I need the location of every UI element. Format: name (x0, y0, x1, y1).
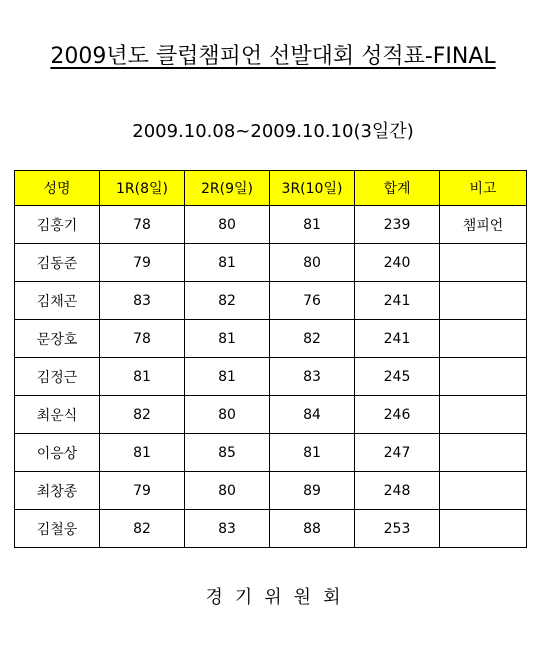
remarks (440, 320, 527, 358)
table-header-row (15, 171, 527, 206)
round-2-score: 85 (185, 434, 270, 472)
round-3-score: 89 (270, 472, 355, 510)
total-score: 253 (355, 510, 440, 548)
page-title (0, 44, 546, 70)
player-name: 최창종 (15, 472, 100, 510)
round-3-score: 80 (270, 244, 355, 282)
remarks (440, 282, 527, 320)
round-1-score: 81 (100, 358, 185, 396)
table-row (15, 434, 527, 472)
score-table (14, 170, 527, 548)
player-name: 문장호 (15, 320, 100, 358)
committee-signature: 경기위원회 (205, 587, 353, 608)
total-score: 246 (355, 396, 440, 434)
round-1-score: 78 (100, 320, 185, 358)
total-score: 241 (355, 282, 440, 320)
total-score: 239 (355, 206, 440, 244)
page-title-text: 2009년도 클럽챔피언 선발대회 성적표-FINAL (50, 44, 496, 69)
remarks (440, 244, 527, 282)
total-score: 240 (355, 244, 440, 282)
player-name: 김정근 (15, 358, 100, 396)
tournament-period: 2009.10.08~2009.10.10(3일간) (132, 121, 414, 142)
round-3-score: 84 (270, 396, 355, 434)
round-2-score: 80 (185, 396, 270, 434)
remarks: 챔피언 (440, 206, 527, 244)
round-3-score: 76 (270, 282, 355, 320)
round-1-score: 79 (100, 244, 185, 282)
remarks (440, 472, 527, 510)
table-row (15, 510, 527, 548)
header-remarks: 비고 (440, 171, 527, 206)
total-score: 247 (355, 434, 440, 472)
table-row (15, 244, 527, 282)
player-name: 이응상 (15, 434, 100, 472)
player-name: 김홍기 (15, 206, 100, 244)
round-2-score: 83 (185, 510, 270, 548)
round-1-score: 78 (100, 206, 185, 244)
player-name: 김동준 (15, 244, 100, 282)
header-name: 성명 (15, 171, 100, 206)
remarks (440, 396, 527, 434)
table-row (15, 396, 527, 434)
header-round-2: 2R(9일) (185, 171, 270, 206)
table-row (15, 206, 527, 244)
round-2-score: 82 (185, 282, 270, 320)
table-row (15, 358, 527, 396)
table-row (15, 472, 527, 510)
round-1-score: 79 (100, 472, 185, 510)
round-1-score: 82 (100, 396, 185, 434)
header-round-3: 3R(10일) (270, 171, 355, 206)
player-name: 김철웅 (15, 510, 100, 548)
table-row (15, 320, 527, 358)
total-score: 241 (355, 320, 440, 358)
round-2-score: 81 (185, 358, 270, 396)
round-3-score: 82 (270, 320, 355, 358)
remarks (440, 358, 527, 396)
round-1-score: 83 (100, 282, 185, 320)
round-3-score: 88 (270, 510, 355, 548)
remarks (440, 510, 527, 548)
player-name: 최운식 (15, 396, 100, 434)
player-name: 김채곤 (15, 282, 100, 320)
round-2-score: 81 (185, 320, 270, 358)
round-3-score: 83 (270, 358, 355, 396)
table-row (15, 282, 527, 320)
total-score: 245 (355, 358, 440, 396)
round-2-score: 80 (185, 206, 270, 244)
header-total: 합계 (355, 171, 440, 206)
round-1-score: 81 (100, 434, 185, 472)
remarks (440, 434, 527, 472)
round-2-score: 81 (185, 244, 270, 282)
total-score: 248 (355, 472, 440, 510)
round-3-score: 81 (270, 206, 355, 244)
round-3-score: 81 (270, 434, 355, 472)
round-1-score: 82 (100, 510, 185, 548)
round-2-score: 80 (185, 472, 270, 510)
header-round-1: 1R(8일) (100, 171, 185, 206)
